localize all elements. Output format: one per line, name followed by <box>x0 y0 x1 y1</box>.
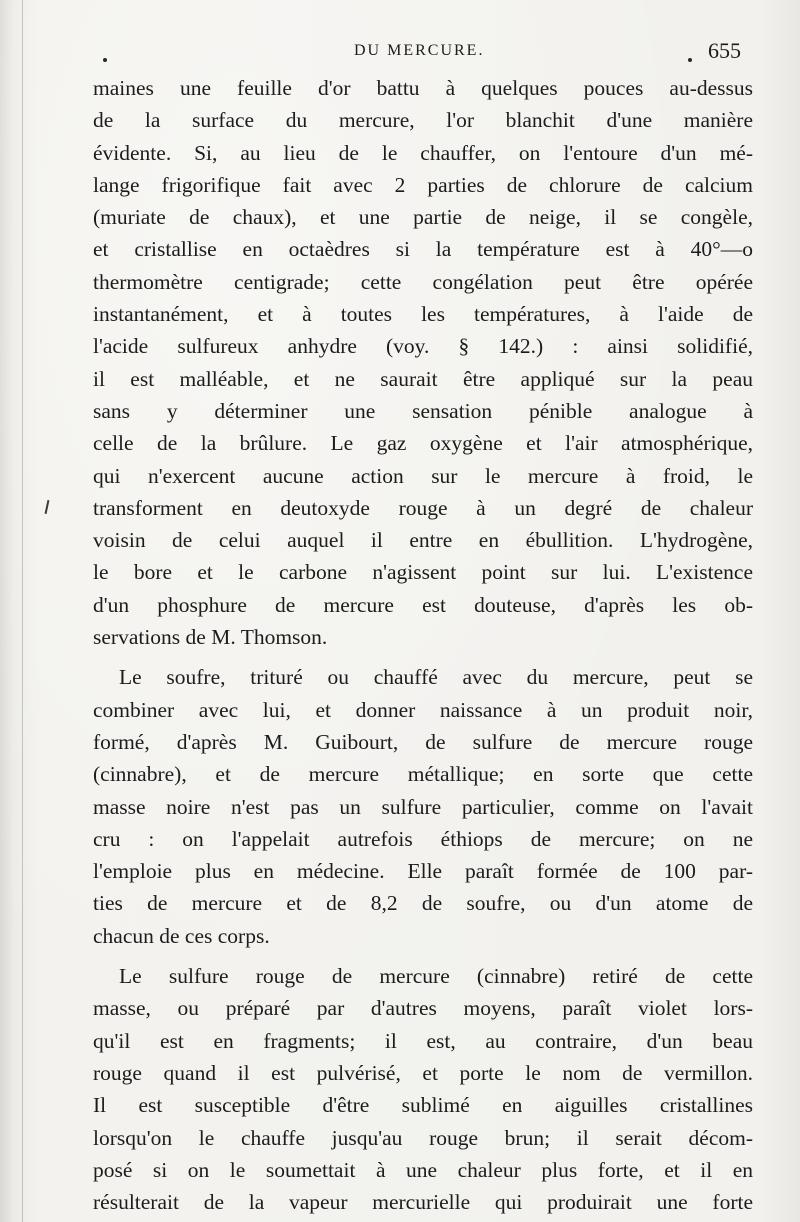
text-line: Le sulfure rouge de mercure (cinnabre) retiré de cette <box>119 964 753 989</box>
text-line: le bore et le carbone n'agissent point sur lui. L'existence <box>93 560 753 585</box>
text-line: Il est susceptible d'être sublimé en aiguilles cristallines <box>93 1093 753 1118</box>
text-line: thermomètre centigrade; cette congélation peut être opérée <box>93 269 753 294</box>
text-line: celle de la brûlure. Le gaz oxygène et l'air atmosphérique, <box>93 431 753 456</box>
text-line: servations de M. Thomson. <box>93 625 328 650</box>
running-title: DU MERCURE. <box>354 42 485 59</box>
text-line: combiner avec lui, et donner naissance à un produit noir, <box>93 697 753 722</box>
text-line: Le soufre, trituré ou chauffé avec du mercure, peut se <box>119 665 753 690</box>
text-line: voisin de celui auquel il entre en ébullition. L'hydrogène, <box>93 528 753 553</box>
text-line: évidente. Si, au lieu de le chauffer, on l'entoure d'un mé- <box>93 140 753 165</box>
text-line: transforment en deutoxyde rouge à un degré de chaleur <box>93 495 753 520</box>
text-line: l'emploie plus en médecine. Elle paraît formée de 100 par- <box>93 859 753 884</box>
text-line: instantanément, et à toutes les températures, à l'aide de <box>93 302 753 327</box>
text-line: il est malléable, et ne saurait être appliqué sur la peau <box>93 366 753 391</box>
text-line: formé, d'après M. Guibourt, de sulfure de mercure rouge <box>93 729 753 754</box>
text-line: qui n'exercent aucune action sur le mercure à froid, le <box>93 463 753 488</box>
text-line: chacun de ces corps. <box>93 923 270 948</box>
text-line: lange frigorifique fait avec 2 parties de chlorure de calcium <box>93 172 753 197</box>
text-line: posé si on le soumettait à une chaleur plus forte, et il en <box>93 1157 753 1182</box>
text-line: qu'il est en fragments; il est, au contraire, d'un beau <box>93 1028 753 1053</box>
text-line: résulterait de la vapeur mercurielle qui produirait une forte <box>93 1190 753 1215</box>
paragraph <box>93 72 753 653</box>
text-line: d'un phosphure de mercure est douteuse, d'après les ob- <box>93 592 753 617</box>
page-gutter-edge <box>22 0 23 1222</box>
text-line: lorsqu'on le chauffe jusqu'au rouge brun; il serait décom- <box>93 1125 753 1150</box>
paragraph-gap <box>93 653 753 661</box>
paragraph-gap <box>93 952 753 960</box>
text-line: rouge quand il est pulvérisé, et porte le nom de vermillon. <box>93 1060 753 1085</box>
text-line: (muriate de chaux), et une partie de neige, il se congèle, <box>93 205 753 230</box>
paragraph <box>93 960 753 1218</box>
page-number: 655 <box>708 38 741 63</box>
text-line: masse noire n'est pas un sulfure particulier, comme on l'avait <box>93 794 753 819</box>
text-line: ties de mercure et de 8,2 de soufre, ou d'un atome de <box>93 891 753 916</box>
running-head <box>0 38 800 68</box>
text-line: masse, ou préparé par d'autres moyens, paraît violet lors- <box>93 996 753 1021</box>
text-line: cru : on l'appelait autrefois éthiops de mercure; on ne <box>93 826 753 851</box>
paragraph <box>93 661 753 952</box>
body-text <box>93 72 753 1218</box>
ornament-dot-right <box>688 58 692 62</box>
text-line: de la surface du mercure, l'or blanchit d'une manière <box>93 108 753 133</box>
text-line: (cinnabre), et de mercure métallique; en sorte que cette <box>93 762 753 787</box>
text-line: et cristallise en octaèdres si la température est à 40°—o <box>93 237 753 262</box>
ornament-dot-left <box>103 58 107 62</box>
margin-mark <box>45 500 50 514</box>
text-line: sans y déterminer une sensation pénible analogue à <box>93 398 753 423</box>
text-line: l'acide sulfureux anhydre (voy. § 142.) : ainsi solidifié, <box>93 334 753 359</box>
text-line: maines une feuille d'or battu à quelques pouces au-dessus <box>93 76 753 100</box>
